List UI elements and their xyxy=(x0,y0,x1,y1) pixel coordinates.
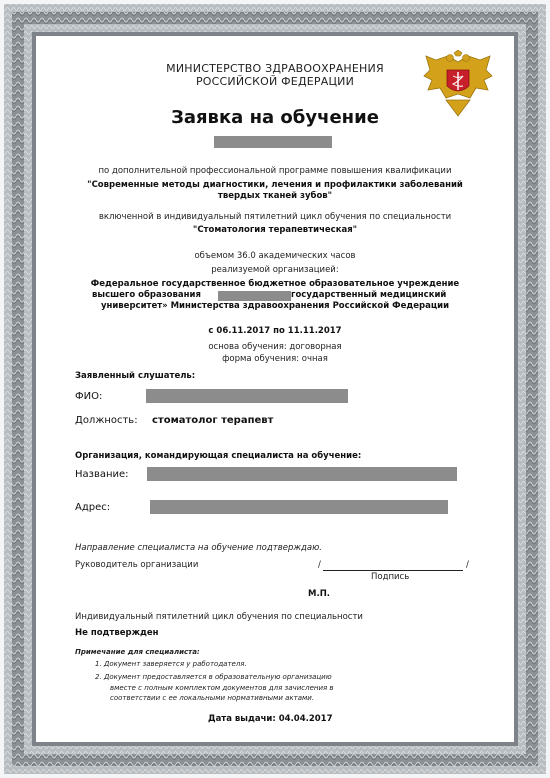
note-item-2-line3: соответствии с ее локальными нормативными актами. xyxy=(110,694,315,702)
org-line2-end: государственный медицинский xyxy=(291,290,447,300)
cycle-status-value: Не подтвержден xyxy=(75,628,159,638)
org-intro: реализуемой организацией: xyxy=(211,265,339,275)
redacted-org-name xyxy=(147,467,457,481)
redacted-org-address xyxy=(150,500,448,514)
note-item-2-line1: 2. Документ предоставляется в образовательную организацию xyxy=(95,673,332,681)
stamp-placeholder: М.П. xyxy=(308,589,331,599)
ministry-line1: МИНИСТЕРСТВО ЗДРАВООХРАНЕНИЯ xyxy=(166,62,384,75)
cycle-status-label: Индивидуальный пятилетний цикл обучения по специальности xyxy=(75,612,363,622)
dates: с 06.11.2017 по 11.11.2017 xyxy=(208,326,342,336)
program-intro: по дополнительной профессиональной программе повышения квалификации xyxy=(98,166,452,176)
head-label: Руководитель организации xyxy=(75,560,199,570)
redacted-fio xyxy=(146,389,348,403)
slash-close: / xyxy=(466,560,469,570)
cycle-intro: включенной в индивидуальный пятилетний цикл обучения по специальности xyxy=(98,212,452,222)
signature-caption: Подпись xyxy=(371,572,410,582)
study-form: форма обучения: очная xyxy=(222,354,328,364)
study-basis: основа обучения: договорная xyxy=(208,342,342,352)
ministry-line2: РОССИЙСКОЙ ФЕДЕРАЦИИ xyxy=(195,75,355,88)
note-item-1: 1. Документ заверяется у работодателя. xyxy=(95,660,247,668)
specialty: "Стоматология терапевтическая" xyxy=(192,225,358,235)
org-line2-start: высшего образования xyxy=(92,290,201,300)
organization-section-label: Организация, командирующая специалиста на обучение: xyxy=(75,451,362,461)
page-title: Заявка на обучение xyxy=(171,107,379,128)
signature-line xyxy=(323,570,463,571)
org-line1: Федеральное государственное бюджетное образовательное учреждение xyxy=(90,279,460,289)
position-label: Должность: xyxy=(75,415,138,426)
fio-label: ФИО: xyxy=(75,391,103,402)
slash-open: / xyxy=(318,560,321,570)
redacted-org xyxy=(218,291,291,301)
confirmation-text: Направление специалиста на обучение подтверждаю. xyxy=(75,543,322,553)
listener-section-label: Заявленный слушатель: xyxy=(75,371,196,381)
program-name-line1: "Современные методы диагностики, лечения и профилактики заболеваний xyxy=(87,180,463,190)
volume: объемом 36.0 академических часов xyxy=(194,251,356,261)
issue-date: Дата выдачи: 04.04.2017 xyxy=(208,714,333,724)
redacted-block xyxy=(214,136,332,148)
org-name-label: Название: xyxy=(75,469,129,480)
program-name-line2: твердых тканей зубов" xyxy=(217,191,333,201)
position-value: стоматолог терапевт xyxy=(152,415,274,426)
note-title: Примечание для специалиста: xyxy=(75,648,200,656)
org-line3: университет» Министерства здравоохранения Российской Федерации xyxy=(100,301,450,311)
note-item-2-line2: вместе с полным комплектом документов для зачисления в xyxy=(110,684,334,692)
org-address-label: Адрес: xyxy=(75,502,111,513)
